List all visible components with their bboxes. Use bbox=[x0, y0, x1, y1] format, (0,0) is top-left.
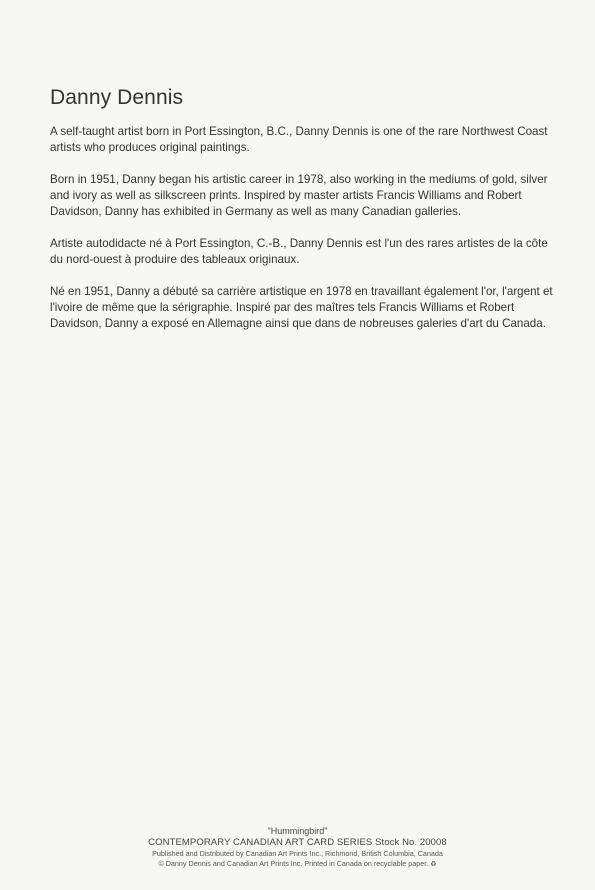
copyright-line bbox=[0, 859, 595, 870]
bio-paragraph-french-2: Né en 1951, Danny a débuté sa carrière artistique en 1978 en travaillant également l'or, l'argent et l'ivoire de même que la sérigraphie. Inspiré par des maîtres tels Francis Williams et Robert Davidson, Danny a exposé en Allemagne ainsi que dans de nobreuses galeries d'art du Canada. bbox=[50, 285, 553, 330]
artist-biography bbox=[50, 124, 555, 348]
copyright-text: © Danny Dennis and Canadian Art Prints Inc. Printed in Canada on recyclable paper. bbox=[158, 859, 429, 868]
card-footer bbox=[0, 826, 595, 870]
page-title: Danny Dennis bbox=[50, 86, 184, 109]
bio-paragraph-english-1: A self-taught artist born in Port Essington, B.C., Danny Dennis is one of the rare Northwest Coast artists who produces original paintings. bbox=[50, 125, 548, 154]
bio-paragraph-english-2: Born in 1951, Danny began his artistic career in 1978, also working in the mediums of gold, silver and ivory as well as silkscreen prints. Inspired by master artists Francis Williams and Robert Davidson, Danny has exhibited in Germany as well as many Canadian galleries. bbox=[50, 173, 548, 218]
recycle-icon: ♻ bbox=[430, 861, 437, 868]
artwork-caption: "Hummingbird" bbox=[267, 826, 328, 836]
series-line: CONTEMPORARY CANADIAN ART CARD SERIES Stock No. 20008 bbox=[148, 837, 447, 848]
bio-paragraph-french-1: Artiste autodidacte né à Port Essington, C.-B., Danny Dennis est l'un des rares artistes de la côte du nord-ouest à produire des tableaux originaux. bbox=[50, 237, 548, 266]
publisher-line: Published and Distributed by Canadian Art Prints Inc., Richmond, British Columbia, Canada bbox=[152, 849, 443, 858]
